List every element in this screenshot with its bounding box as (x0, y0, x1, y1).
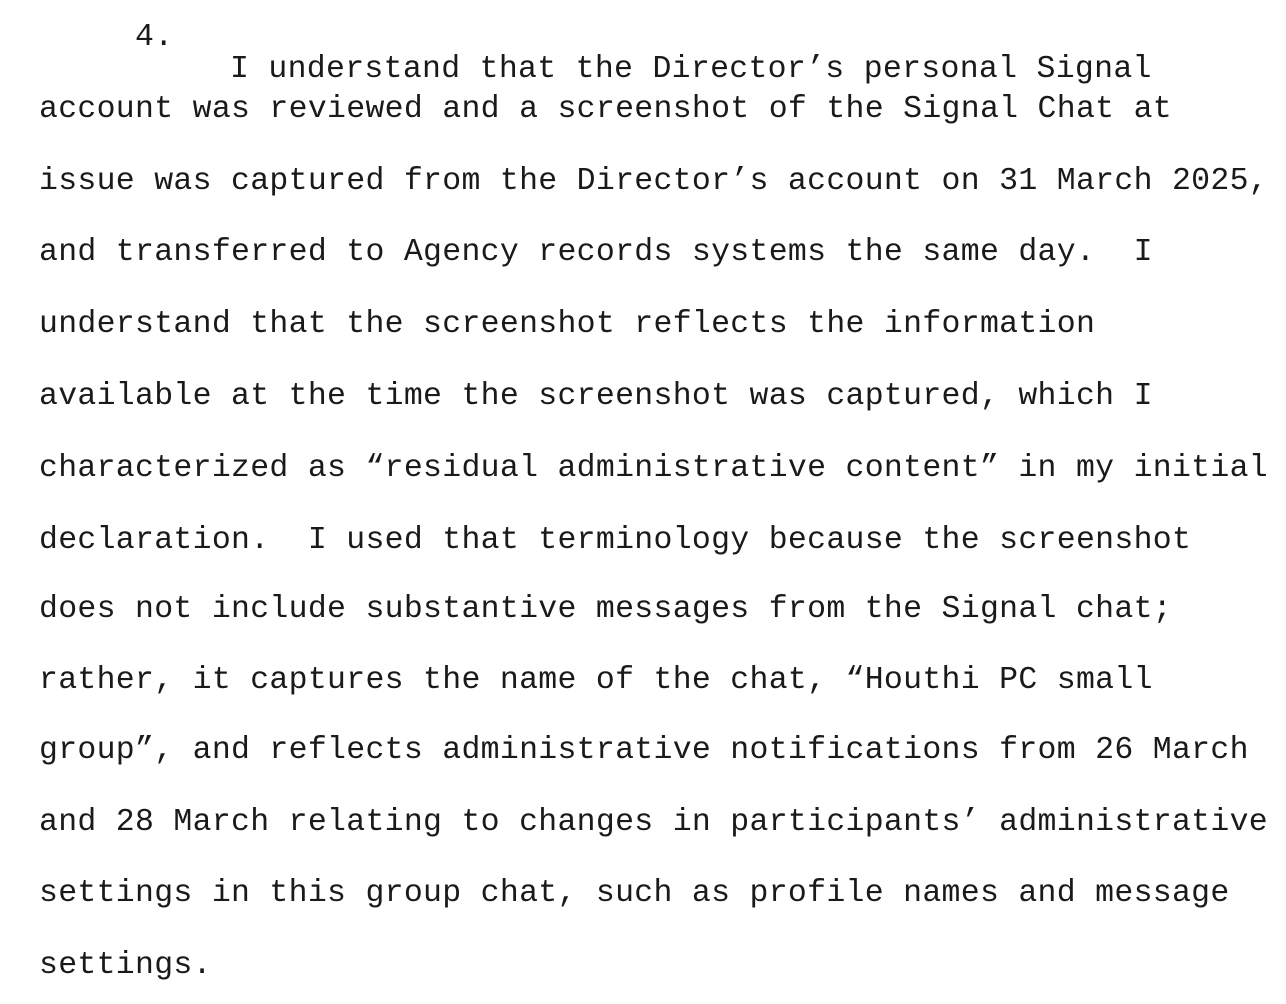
text-line-7: characterized as “residual administrative content” in my initial (39, 451, 1268, 486)
text-line-9: does not include substantive messages from the Signal chat; (39, 592, 1172, 627)
text-line-12: and 28 March relating to changes in participants’ administrative (39, 805, 1268, 840)
text-line-14: settings. (39, 948, 212, 983)
text-line-13: settings in this group chat, such as profile names and message (39, 876, 1230, 911)
text-line-11: group”, and reflects administrative notifications from 26 March (39, 733, 1249, 768)
text-line-3: issue was captured from the Director’s account on 31 March 2025, (39, 164, 1268, 199)
text-line-10: rather, it captures the name of the chat, “Houthi PC small (39, 663, 1153, 698)
text-line-5: understand that the screenshot reflects the information (39, 307, 1096, 342)
text-line-2: account was reviewed and a screenshot of the Signal Chat at (39, 92, 1172, 127)
text-line-6: available at the time the screenshot was captured, which I (39, 379, 1153, 414)
text-line-8: declaration. I used that terminology because the screenshot (39, 523, 1192, 558)
paragraph-number: 4. (135, 20, 174, 55)
text-line-1: I understand that the Director’s personal Signal (230, 51, 1152, 87)
text-line-4: and transferred to Agency records systems the same day. I (39, 235, 1153, 270)
